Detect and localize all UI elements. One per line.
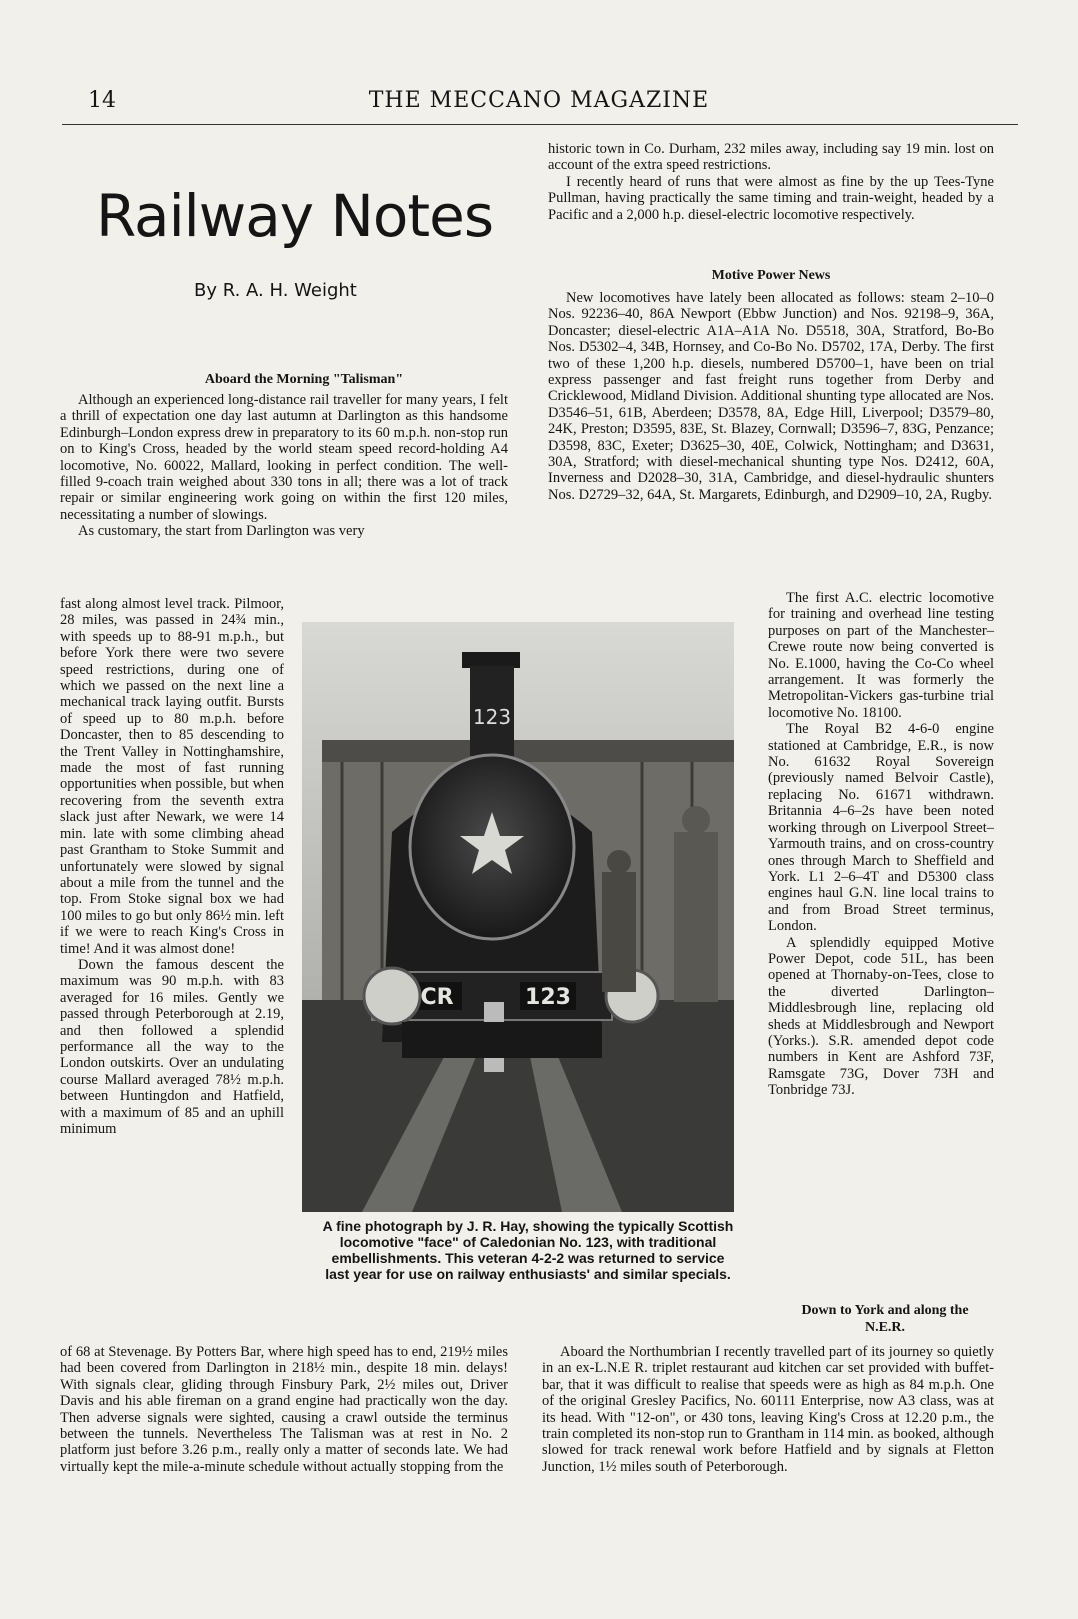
- paragraph: A splendidly equipped Motive Power Depot, code 51L, has been opened at Thornaby-on-Tees, close to the diverted Darlington–Middlesbrough line, replacing old sheds at Middlesbrough and Newport (Yorks.). S.R. amended depot code numbers in Kent are Ashford 73F, Ramsgate 73G, Dover 73H and Tonbridge 73J.: [768, 934, 994, 1099]
- paragraph: Although an experienced long-distance rail traveller for many years, I felt a thrill of expectation one day last autumn at Darlington as this handsome Edinburgh–London express drew in preparatory to its 60 m.p.h. non-stop run on to King's Cross, headed by the world steam speed record-holding A4 locomotive, No. 60022, Mallard, looking in perfect condition. The well-filled 9-coach train weighed about 330 tons in all; there was a lot of track repair or similar engineering work going on within the first 120 miles, necessitating a number of slowings.: [60, 392, 508, 523]
- paragraph: Aboard the Northumbrian I recently travelled part of its journey so quietly in an ex-L.N.E R. triplet restaurant aud kitchen car set provided with buffet-bar, that it was difficult to realise that speeds were as high as 84 m.p.h. One of the original Gresley Pacifics, No. 60111 Enterprise, now A3 class, was at its head. With "12-on", or 430 tons, leaving King's Cross at 12.20 p.m., the train completed its non-stop run to Grantham in 114 min. as booked, although slowed for track renewal work before Hatfield and by signals at Fletton Junction, 1½ miles south of Peterborough.: [542, 1344, 994, 1475]
- section-heading-york: Down to York and along the N.E.R.: [801, 1303, 969, 1335]
- right-column-upper: [548, 141, 994, 223]
- chimney-number: 123: [472, 705, 512, 729]
- paragraph: historic town in Co. Durham, 232 miles away, including say 19 min. lost on account of the extra speed restrictions.: [548, 141, 994, 174]
- article-title: Railway Notes: [96, 182, 494, 250]
- paragraph: Down the famous descent the maximum was 90 m.p.h. with 83 averaged for 16 miles. Gently we passed through Peterborough at 2.19, and then followed a splendid performance all the way to the London outskirts. Over an undulating course Mallard averaged 78½ m.p.h. between Huntingdon and Hatfield, with a maximum of 85 and an uphill minimum: [60, 956, 284, 1137]
- section-heading-talisman: Aboard the Morning "Talisman": [204, 372, 404, 387]
- byline: By R. A. H. Weight: [194, 280, 357, 301]
- left-column-upper: [60, 392, 508, 540]
- magazine-title: THE MECCANO MAGAZINE: [368, 88, 710, 113]
- header-rule: [62, 124, 1018, 125]
- right-column-motive: [548, 290, 994, 503]
- buffer-beam-letters: CR: [420, 985, 454, 1010]
- paragraph: New locomotives have lately been allocated as follows: steam 2–10–0 Nos. 92236–40, 86A Newport (Ebbw Junction) and Nos. 92198–9, 36A, Doncaster; diesel-electric A1A–A1A No. D5518, 30A, Stratford, Bo-Bo Nos. D5302–4, 34B, Hornsey, and Co-Bo No. D5702, 17A, Derby. The first two of these 1,200 h.p. diesels, numbered D5700–1, have been on trial express passenger and fast freight runs together from Derby and Cricklewood, Midland Division. Additional shunting type allocated are Nos. D3546–51, 61B, Aberdeen; D3578, 8A, Edge Hill, Liverpool; D3579–80, 24K, Preston; D3595, 83E, St. Blazey, Cornwall; D3596–7, 83G, Penzance; D3598, 83C, Exeter; D3625–30, 40E, Colwick, Nottingham; and D3631, 30A, Stratford; with diesel-mechanical shunting type Nos. D2412, 60A, Inverness and D2028–30, 31A, Cambridge, and diesel-hydraulic shunters Nos. D2729–32, 64A, St. Margarets, Edinburgh, and D2909–10, 2A, Rugby.: [548, 290, 994, 503]
- buffer-beam-number: 123: [525, 985, 571, 1010]
- paragraph: The first A.C. electric locomotive for training and overhead line testing purposes on part of the Manchester–Crewe route now being converted is No. E.1000, having the Co-Co wheel arrangement. It was formerly the Metropolitan-Vickers gas-turbine trial locomotive No. 18100.: [768, 590, 994, 721]
- caledonian-locomotive-illustration: [302, 622, 734, 1212]
- photo-caption: A fine photograph by J. R. Hay, showing the typically Scottish locomotive "face" of Caledonian No. 123, with traditional embellishments. This veteran 4-2-2 was returned to service last year for use on railway enthusiasts' and similar specials.: [322, 1218, 734, 1282]
- paragraph: I recently heard of runs that were almost as fine by the up Tees-Tyne Pullman, having practically the same timing and train-weight, headed by a Pacific and a 2,000 h.p. diesel-electric locomotive respectively.: [548, 173, 994, 223]
- paragraph: As customary, the start from Darlington was very: [78, 523, 365, 540]
- paragraph: fast along almost level track. Pilmoor, 28 miles, was passed in 24¾ min., with speeds up to 88-91 m.p.h., but before York there were two severe speed restrictions, during one of which we passed on the next line a mechanical track laying outfit. Bursts of speed up to 80 m.p.h. before Doncaster, then to 85 descending to the Trent Valley in Nottinghamshire, made the most of fast running opportunities when possible, but when recovering from the seventh extra slack just after Newark, we were 14 min. late with some climbing ahead past Grantham to Stoke Summit and unfortunately were slowed by signal about a mile from the tunnel and the top. From Stoke signal box we had 100 miles to go but only 86½ min. left if we were to reach King's Cross in time! And it was almost done!: [60, 596, 284, 957]
- paragraph: The Royal B2 4-6-0 engine stationed at Cambridge, E.R., is now No. 61632 Royal Sovereign (previously named Belvoir Castle), replacing No. 61671 withdrawn. Britannia 4–6–2s have been noted working through on Liverpool Street–Yarmouth trains, and on cross-country ones through March to Sheffield and York. L1 2–6–4T and D5300 class engines haul G.N. line local trains to and from Broad Street terminus, London.: [768, 721, 994, 935]
- left-narrow-column: [60, 596, 284, 1137]
- right-narrow-column: [768, 590, 994, 1099]
- left-column-lower: [60, 1344, 508, 1475]
- right-column-lower: [542, 1344, 994, 1475]
- paragraph: of 68 at Stevenage. By Potters Bar, where high speed has to end, 219½ miles had been covered from Darlington in 218½ min., despite 18 min. delays! With signals clear, gliding through Finsbury Park, 2½ miles out, Driver Davis and his able fireman on a grand engine had practically won the day. Then adverse signals were sighted, causing a crawl outside the terminus between the tunnels. Nevertheless The Talisman was at rest in No. 2 platform just before 3.26 p.m., really only a matter of seconds late. We had virtually kept the mile-a-minute schedule without actually stopping from the: [60, 1344, 508, 1475]
- page-number: 14: [88, 88, 116, 113]
- locomotive-photo: [302, 622, 734, 1212]
- section-heading-motive-power: Motive Power News: [711, 268, 831, 283]
